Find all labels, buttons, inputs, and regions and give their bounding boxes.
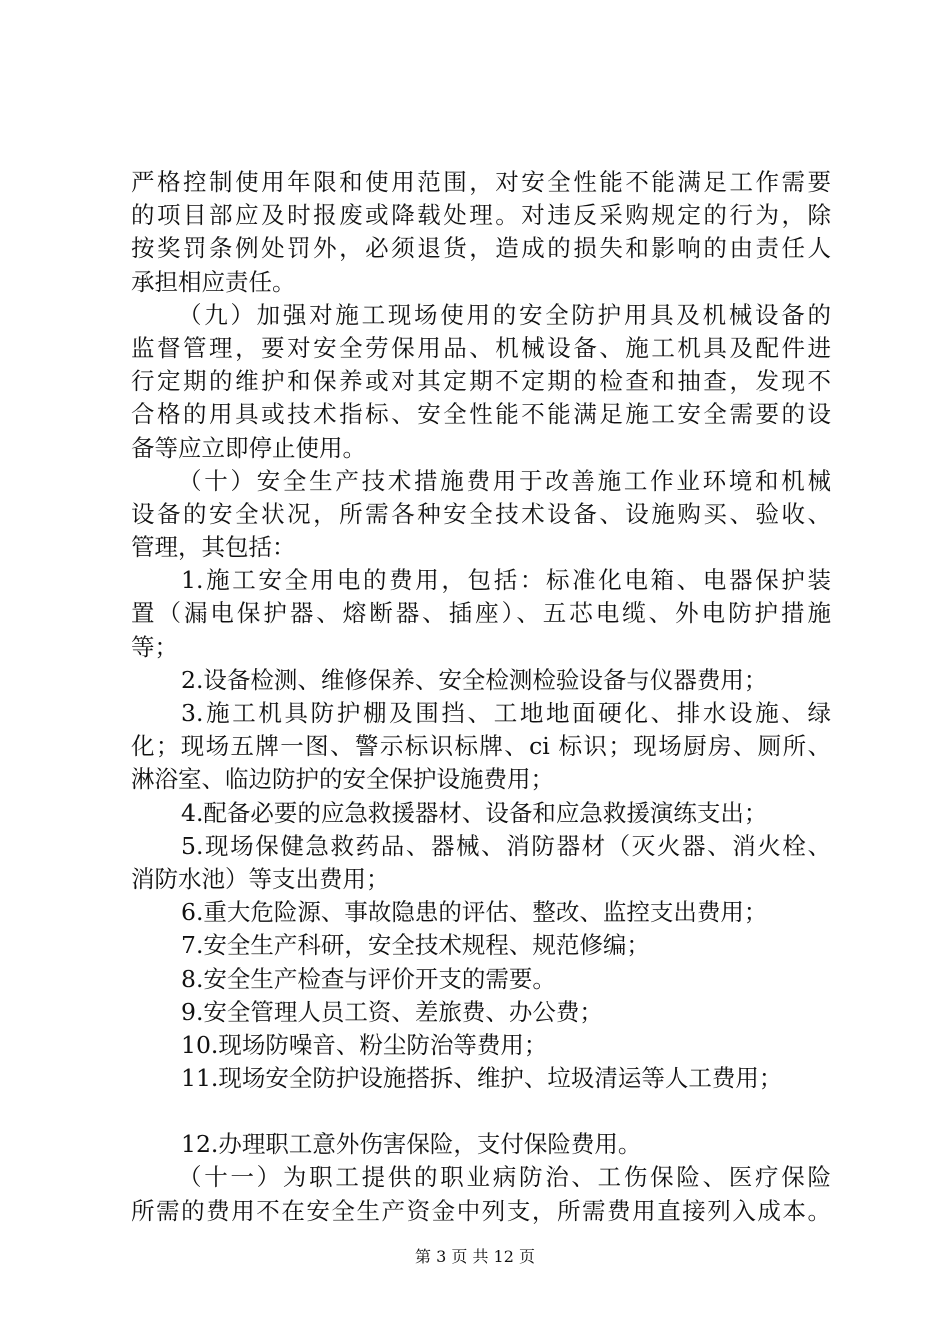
text-line: 设备的安全状况，所需各种安全技术设备、设施购买、验收、 — [131, 499, 831, 528]
text-line: 行定期的维护和保养或对其定期不定期的检查和抽查，发现不 — [131, 367, 831, 396]
blank-line — [131, 1095, 831, 1128]
text-line: 3.施工机具防护棚及围挡、工地地面硬化、排水设施、绿 — [181, 699, 831, 727]
text-line: 合格的用具或技术指标、安全性能不能满足施工安全需要的设 — [131, 400, 831, 429]
text-line: 严格控制使用年限和使用范围，对安全性能不能满足工作需要 — [131, 168, 831, 196]
text-line: 2.设备检测、维修保养、安全检测检验设备与仪器费用； — [181, 665, 768, 694]
text-line: （九）加强对施工现场使用的安全防护用具及机械设备的 — [178, 300, 831, 329]
page-footer: 第 3 页 共 12 页 — [415, 1247, 535, 1266]
text-line: 8.安全生产检查与评价开支的需要。 — [181, 964, 556, 993]
text-line: 6.重大危险源、事故隐患的评估、整改、监控支出费用； — [181, 898, 768, 927]
text-line: 按奖罚条例处罚外，必须退货，造成的损失和影响的由责任人 — [131, 234, 831, 263]
text-line: 4.配备必要的应急救援器材、设备和应急救援演练支出； — [181, 798, 768, 827]
text-line: 10.现场防噪音、粉尘防治等费用； — [181, 1030, 548, 1059]
text-line: 等； — [131, 632, 178, 661]
document-body — [131, 166, 831, 1228]
text-line: （十一）为职工提供的职业病防治、工伤保险、医疗保险 — [178, 1163, 831, 1192]
text-line: 1.施工安全用电的费用，包括：标准化电箱、电器保护装 — [181, 566, 831, 595]
text-line: 备等应立即停止使用。 — [131, 433, 366, 462]
text-line: 化；现场五牌一图、警示标识标牌、ci 标识；现场厨房、厕所、 — [131, 732, 831, 761]
text-line: 置（漏电保护器、熔断器、插座）、五芯电缆、外电防护措施 — [131, 599, 831, 628]
text-line: 管理，其包括： — [131, 533, 296, 562]
text-line: 5.现场保健急救药品、器械、消防器材（灭火器、消火栓、 — [181, 831, 831, 860]
text-line: 淋浴室、临边防护的安全保护设施费用； — [131, 765, 554, 794]
text-line: 所需的费用不在安全生产资金中列支，所需费用直接列入成本。 — [131, 1196, 831, 1225]
text-line: 的项目部应及时报废或降载处理。对违反采购规定的行为，除 — [131, 201, 831, 230]
text-line: 7.安全生产科研，安全技术规程、规范修编； — [181, 931, 650, 960]
text-line: （十）安全生产技术措施费用于改善施工作业环境和机械 — [178, 466, 831, 495]
text-line: 监督管理，要对安全劳保用品、机械设备、施工机具及配件进 — [131, 333, 831, 362]
text-line: 承担相应责任。 — [131, 267, 296, 296]
text-line: 消防水池）等支出费用； — [131, 864, 390, 893]
text-line: 9.安全管理人员工资、差旅费、办公费； — [181, 997, 603, 1026]
text-line: 12.办理职工意外伤害保险，支付保险费用。 — [181, 1130, 642, 1159]
text-line: 11.现场安全防护设施搭拆、维护、垃圾清运等人工费用； — [181, 1064, 783, 1093]
